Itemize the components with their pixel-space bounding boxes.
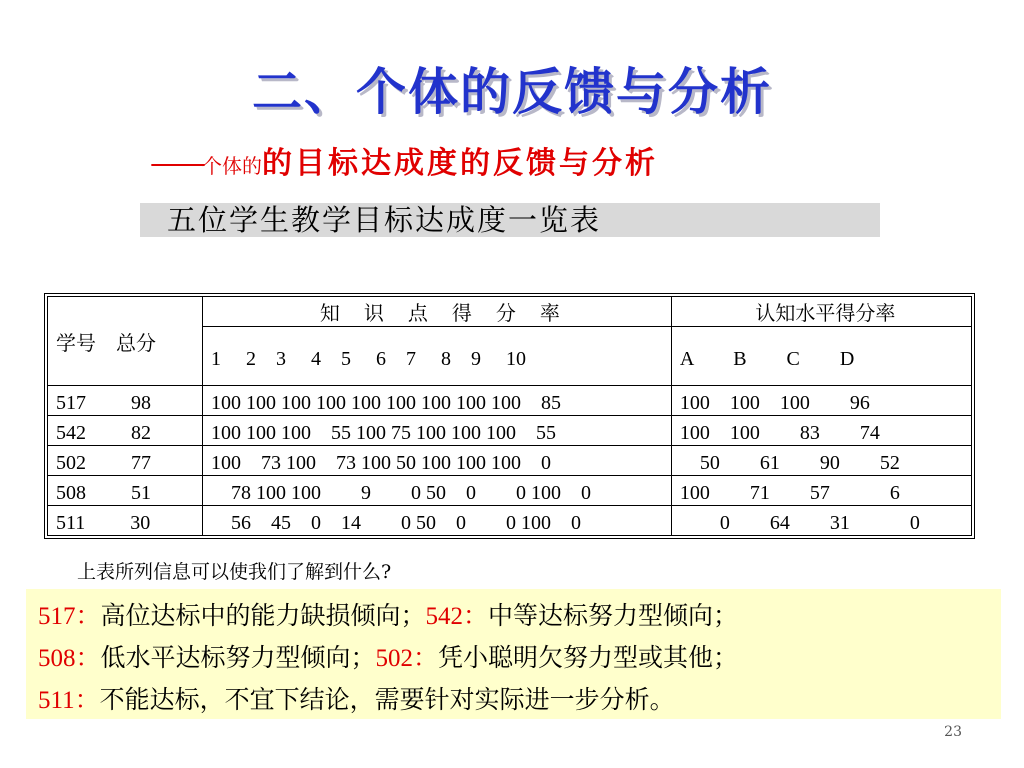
analysis-text: 高位达标中的能力缺损倾向； (100, 601, 426, 630)
subtitle-small: 个体的 (202, 154, 262, 178)
id-total-cell (48, 506, 203, 536)
knowledge-numbers: 1 2 3 4 5 6 7 8 9 10 (203, 327, 672, 386)
cognitive-scores: 100 100 83 74 (671, 416, 971, 446)
total-score: 51 (131, 482, 151, 504)
id-total-cell (48, 416, 203, 446)
student-id: 542 (56, 422, 86, 444)
score-table (47, 296, 972, 536)
analysis-text: 不能达标，不宜下结论，需要针对实际进一步分析。 (99, 685, 675, 714)
knowledge-scores: 100 100 100 100 100 100 100 100 100 85 (203, 386, 672, 416)
analysis-line (38, 637, 1001, 679)
cognitive-scores: 0 64 31 0 (671, 506, 971, 536)
analysis-text: 低水平达标努力型倾向； (100, 643, 376, 672)
total-score: 98 (131, 392, 151, 414)
cognitive-header: 认知水平得分率 (671, 297, 971, 327)
total-score: 82 (131, 422, 151, 444)
knowledge-scores: 78 100 100 9 0 50 0 0 100 0 (203, 476, 672, 506)
id-total-cell (48, 386, 203, 416)
table-caption-banner (140, 203, 880, 237)
subtitle-main: 的目标达成度的反馈与分析 (262, 146, 658, 181)
table-row (48, 386, 972, 416)
table-row (48, 446, 972, 476)
student-id: 508 (56, 482, 86, 504)
table-row (48, 416, 972, 446)
student-code: 508： (38, 645, 101, 672)
knowledge-header: 知 识 点 得 分 率 (203, 297, 672, 327)
id-total-header: 学号 总分 (48, 297, 203, 386)
analysis-line (38, 595, 1001, 637)
analysis-text: 中等达标努力型倾向； (488, 601, 739, 630)
id-total-cell (48, 476, 203, 506)
cognitive-scores: 100 100 100 96 (671, 386, 971, 416)
total-score: 30 (130, 512, 151, 534)
student-id: 511 (56, 512, 86, 534)
student-id: 502 (56, 452, 86, 474)
student-code: 517： (38, 603, 101, 630)
analysis-line (38, 679, 1001, 721)
slide-subtitle (150, 138, 658, 182)
analysis-box (26, 589, 1001, 719)
knowledge-scores: 56 45 0 14 0 50 0 0 100 0 (203, 506, 672, 536)
analysis-text: 凭小聪明欠努力型或其他； (438, 643, 739, 672)
slide-title: 二、个体的反馈与分析 (252, 63, 772, 121)
table-header-row (48, 297, 972, 327)
page-number: 23 (944, 724, 962, 740)
table-caption: 五位学生教学目标达成度一览表 (167, 203, 602, 237)
student-code: 502： (375, 645, 439, 672)
cognitive-letters: A B C D (671, 327, 971, 386)
cognitive-scores: 100 71 57 6 (671, 476, 971, 506)
student-id: 517 (56, 392, 86, 414)
student-code: 511： (38, 687, 100, 714)
total-score: 77 (131, 452, 151, 474)
table-row (48, 506, 972, 536)
cognitive-scores: 50 61 90 52 (671, 446, 971, 476)
table-question-note: 上表所列信息可以使我们了解到什么? (77, 561, 392, 583)
student-code: 542： (425, 603, 489, 630)
knowledge-scores: 100 73 100 73 100 50 100 100 100 0 (203, 446, 672, 476)
knowledge-scores: 100 100 100 55 100 75 100 100 100 55 (203, 416, 672, 446)
table-row (48, 476, 972, 506)
subtitle-dash: —— (150, 146, 202, 181)
id-total-cell (48, 446, 203, 476)
